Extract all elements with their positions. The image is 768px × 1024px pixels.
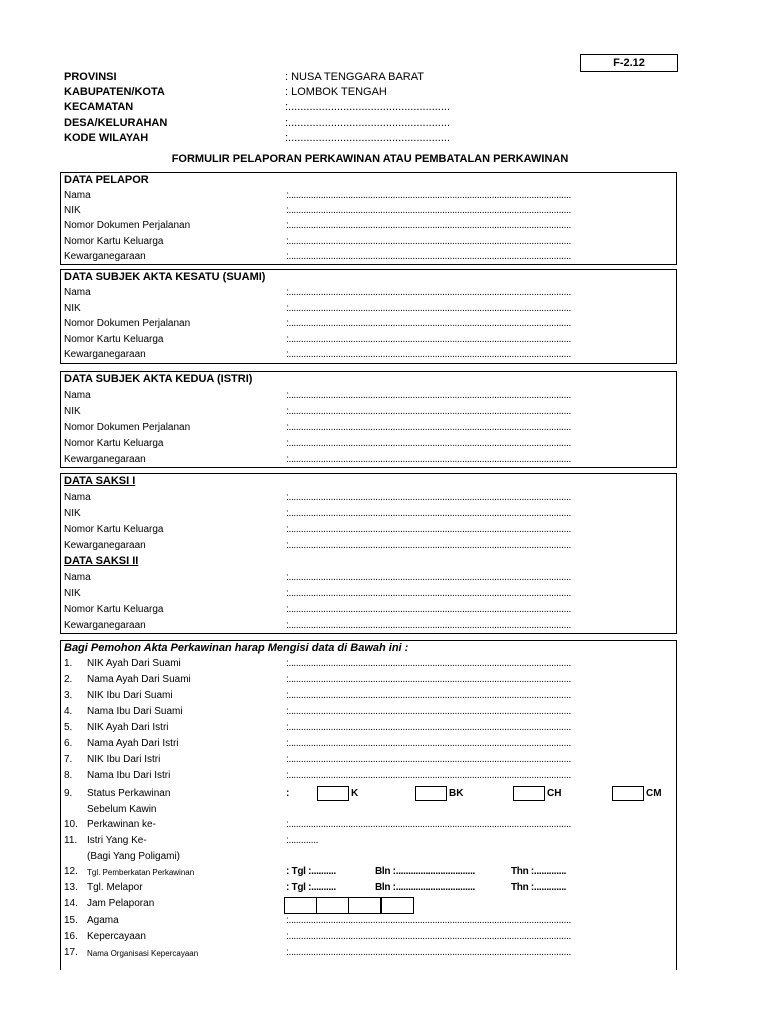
jam-pelaporan-row xyxy=(61,897,676,915)
tgl-melapor-row[interactable] xyxy=(61,882,676,897)
field-label: Nomor Dokumen Perjalanan xyxy=(64,422,191,433)
item-label-cont: Sebelum Kawin xyxy=(87,804,157,815)
field-row[interactable] xyxy=(64,619,674,633)
field-row[interactable] xyxy=(64,317,674,331)
field-dots: :.................................................................................................................. xyxy=(286,190,572,201)
section-pemohon xyxy=(60,640,677,970)
item-number: 5. xyxy=(64,722,73,733)
field-row[interactable] xyxy=(64,507,674,521)
item-number: 8. xyxy=(64,770,73,781)
field-label: Kewarganegaraan xyxy=(64,454,146,465)
item-number: 17. xyxy=(64,947,78,958)
jam-digit-box[interactable] xyxy=(348,897,381,914)
field-dots: :.................................................................................................................. xyxy=(286,220,572,231)
item-dots: :.................................................................................................................. xyxy=(286,674,572,685)
field-row[interactable] xyxy=(64,189,674,203)
section-title: DATA SAKSI I xyxy=(64,475,136,487)
field-dots: :.................................................................................................................. xyxy=(286,620,572,631)
item-label-cont: (Bagi Yang Poligami) xyxy=(87,851,181,862)
field-label: Kewarganegaraan xyxy=(64,620,146,631)
item-label: NIK Ibu Dari Istri xyxy=(87,754,161,765)
field-label: Kewarganegaraan xyxy=(64,349,146,360)
item-number: 14. xyxy=(64,898,78,909)
field-dots: :.................................................................................................................. xyxy=(286,251,572,262)
item-number: 12. xyxy=(64,866,78,877)
status-colon: : xyxy=(286,788,290,799)
field-dots: :.................................................................................................................. xyxy=(286,604,572,615)
field-dots: :.................................................................................................................. xyxy=(286,588,572,599)
item-label: Perkawinan ke- xyxy=(87,819,156,830)
item-number: 15. xyxy=(64,915,78,926)
pemohon-item[interactable] xyxy=(61,835,676,865)
field-label: NIK xyxy=(64,588,81,599)
item-dots: :.................................................................................................................. xyxy=(286,931,572,942)
field-label: NIK xyxy=(64,508,81,519)
item-dots: :............ xyxy=(286,835,319,846)
field-label: Nomor Dokumen Perjalanan xyxy=(64,318,191,329)
field-row[interactable] xyxy=(64,437,674,451)
item-number: 13. xyxy=(64,882,78,893)
field-label: NIK xyxy=(64,303,81,314)
header-label: KECAMATAN xyxy=(64,101,134,113)
field-label: Kewarganegaraan xyxy=(64,540,146,551)
field-row[interactable] xyxy=(64,235,674,249)
pemohon-item[interactable] xyxy=(61,690,676,705)
field-dots: :.................................................................................................................. xyxy=(286,236,572,247)
field-row[interactable] xyxy=(64,286,674,300)
field-row[interactable] xyxy=(64,348,674,362)
item-label: Status Perkawinan xyxy=(87,788,171,799)
field-dots: :.................................................................................................................. xyxy=(286,390,572,401)
header-value: : LOMBOK TENGAH xyxy=(285,86,387,98)
field-row[interactable] xyxy=(64,453,674,467)
pemohon-item[interactable] xyxy=(61,738,676,753)
field-dots: :.................................................................................................................. xyxy=(286,454,572,465)
field-label: Nomor Kartu Keluarga xyxy=(64,334,164,345)
pemohon-item[interactable] xyxy=(61,819,676,834)
section-saksi xyxy=(60,473,677,634)
header-value: : NUSA TENGGARA BARAT xyxy=(285,71,424,83)
section-title: DATA PELAPOR xyxy=(64,174,149,186)
item-number: 1. xyxy=(64,658,73,669)
field-row[interactable] xyxy=(64,491,674,505)
status-cm-label: CM xyxy=(646,788,662,799)
field-dots: :.................................................................................................................. xyxy=(286,572,572,583)
thn-field: Thn :............. xyxy=(511,866,567,877)
thn-field: Thn :............. xyxy=(511,882,567,893)
item-dots: :.................................................................................................................. xyxy=(286,819,572,830)
field-row[interactable] xyxy=(64,250,674,264)
field-dots: :.................................................................................................................. xyxy=(286,422,572,433)
pemohon-item[interactable] xyxy=(61,658,676,673)
item-number: 6. xyxy=(64,738,73,749)
field-row[interactable] xyxy=(64,204,674,218)
jam-digit-box[interactable] xyxy=(381,897,414,914)
status-ch-label: CH xyxy=(547,788,562,799)
pemohon-item[interactable] xyxy=(61,754,676,769)
item-label: Agama xyxy=(87,915,119,926)
item-number: 11. xyxy=(64,835,78,846)
tgl-pemberkatan-row[interactable] xyxy=(61,866,676,881)
status-bk-checkbox[interactable] xyxy=(415,786,447,801)
section-istri xyxy=(60,371,677,468)
field-row[interactable] xyxy=(64,333,674,347)
field-dots: :.................................................................................................................. xyxy=(286,508,572,519)
pemohon-item[interactable] xyxy=(61,931,676,946)
pemohon-item[interactable] xyxy=(61,722,676,737)
item-number: 7. xyxy=(64,754,73,765)
field-label: Nomor Dokumen Perjalanan xyxy=(64,220,191,231)
field-dots: :.................................................................................................................. xyxy=(286,287,572,298)
item-dots: :.................................................................................................................. xyxy=(286,722,572,733)
status-k-checkbox[interactable] xyxy=(317,786,349,801)
section-suami xyxy=(60,269,677,364)
item-dots: :.................................................................................................................. xyxy=(286,658,572,669)
field-dots: :.................................................................................................................. xyxy=(286,334,572,345)
pemohon-item[interactable] xyxy=(61,947,676,962)
field-row[interactable] xyxy=(64,587,674,601)
field-label: NIK xyxy=(64,406,81,417)
field-dots: :.................................................................................................................. xyxy=(286,349,572,360)
item-number: 10. xyxy=(64,819,78,830)
field-label: Kewarganegaraan xyxy=(64,251,146,262)
field-dots: :.................................................................................................................. xyxy=(286,205,572,216)
status-perkawinan-row xyxy=(61,786,676,818)
pemohon-item[interactable] xyxy=(61,915,676,930)
bln-field: Bln :................................ xyxy=(375,866,476,877)
item-number: 3. xyxy=(64,690,73,701)
item-label: NIK Ayah Dari Suami xyxy=(87,658,181,669)
section-pelapor xyxy=(60,172,677,265)
pemohon-item[interactable] xyxy=(61,770,676,785)
field-row[interactable] xyxy=(64,539,674,553)
field-label: Nama xyxy=(64,492,91,503)
item-number: 4. xyxy=(64,706,73,717)
field-row[interactable] xyxy=(64,405,674,419)
status-cm-checkbox[interactable] xyxy=(612,786,644,801)
field-label: Nama xyxy=(64,390,91,401)
status-bk-label: BK xyxy=(449,788,464,799)
item-number: 16. xyxy=(64,931,78,942)
item-label: Nama Ayah Dari Suami xyxy=(87,674,191,685)
jam-digit-box[interactable] xyxy=(316,897,349,914)
item-dots: :.................................................................................................................. xyxy=(286,738,572,749)
item-label: Tgl. Melapor xyxy=(87,882,143,893)
field-label: Nomor Kartu Keluarga xyxy=(64,438,164,449)
field-label: Nama xyxy=(64,572,91,583)
header-value: :..................................................... xyxy=(285,132,451,144)
field-row[interactable] xyxy=(64,219,674,233)
item-dots: :.................................................................................................................. xyxy=(286,706,572,717)
item-number: 9. xyxy=(64,788,73,799)
field-row[interactable] xyxy=(64,571,674,585)
item-label: NIK Ayah Dari Istri xyxy=(87,722,169,733)
header-label: KODE WILAYAH xyxy=(64,132,149,144)
header-label: PROVINSI xyxy=(64,71,117,83)
field-dots: :.................................................................................................................. xyxy=(286,524,572,535)
field-row[interactable] xyxy=(64,302,674,316)
field-row[interactable] xyxy=(64,603,674,617)
section-title: DATA SUBJEK AKTA KEDUA (ISTRI) xyxy=(64,373,253,385)
field-dots: :.................................................................................................................. xyxy=(286,303,572,314)
item-dots: :.................................................................................................................. xyxy=(286,915,572,926)
section-title: Bagi Pemohon Akta Perkawinan harap Mengisi data di Bawah ini : xyxy=(64,642,409,654)
section-title: DATA SAKSI II xyxy=(64,555,139,567)
field-dots: :.................................................................................................................. xyxy=(286,406,572,417)
field-row[interactable] xyxy=(64,421,674,435)
field-label: Nomor Kartu Keluarga xyxy=(64,604,164,615)
item-dots: :.................................................................................................................. xyxy=(286,690,572,701)
form-code: F-2.12 xyxy=(613,57,645,69)
field-dots: :.................................................................................................................. xyxy=(286,540,572,551)
field-dots: :.................................................................................................................. xyxy=(286,318,572,329)
item-label: NIK Ibu Dari Suami xyxy=(87,690,173,701)
item-dots: :.................................................................................................................. xyxy=(286,947,572,958)
status-ch-checkbox[interactable] xyxy=(513,786,545,801)
field-label: NIK xyxy=(64,205,81,216)
item-label: Jam Pelaporan xyxy=(87,898,155,909)
field-label: Nama xyxy=(64,287,91,298)
item-label: Istri Yang Ke- xyxy=(87,835,147,846)
field-row[interactable] xyxy=(64,523,674,537)
tgl-field: : Tgl :.......... xyxy=(286,882,336,893)
header-label: DESA/KELURAHAN xyxy=(64,117,168,129)
field-label: Nomor Kartu Keluarga xyxy=(64,524,164,535)
field-dots: :.................................................................................................................. xyxy=(286,438,572,449)
status-k-label: K xyxy=(351,788,359,799)
jam-digit-box[interactable] xyxy=(284,897,317,914)
item-label: Tgl. Pemberkatan Perkawinan xyxy=(87,868,195,877)
item-dots: :.................................................................................................................. xyxy=(286,754,572,765)
field-label: Nomor Kartu Keluarga xyxy=(64,236,164,247)
item-number: 2. xyxy=(64,674,73,685)
item-label: Nama Ayah Dari Istri xyxy=(87,738,179,749)
tgl-field: : Tgl :.......... xyxy=(286,866,336,877)
field-label: Nama xyxy=(64,190,91,201)
item-label: Nama Ibu Dari Istri xyxy=(87,770,171,781)
item-label: Kepercayaan xyxy=(87,931,146,942)
field-row[interactable] xyxy=(64,389,674,403)
header-label: KABUPATEN/KOTA xyxy=(64,86,165,98)
field-dots: :.................................................................................................................. xyxy=(286,492,572,503)
header-value: :..................................................... xyxy=(285,117,451,129)
item-dots: :.................................................................................................................. xyxy=(286,770,572,781)
header-value: :..................................................... xyxy=(285,101,451,113)
form-title: FORMULIR PELAPORAN PERKAWINAN ATAU PEMBATALAN PERKAWINAN xyxy=(171,153,569,165)
bln-field: Bln :................................ xyxy=(375,882,476,893)
pemohon-item[interactable] xyxy=(61,706,676,721)
item-label: Nama Ibu Dari Suami xyxy=(87,706,183,717)
form-code-box xyxy=(580,54,678,72)
section-title: DATA SUBJEK AKTA KESATU (SUAMI) xyxy=(64,271,266,283)
item-label: Nama Organisasi Kepercayaan xyxy=(87,949,199,958)
pemohon-item[interactable] xyxy=(61,674,676,689)
